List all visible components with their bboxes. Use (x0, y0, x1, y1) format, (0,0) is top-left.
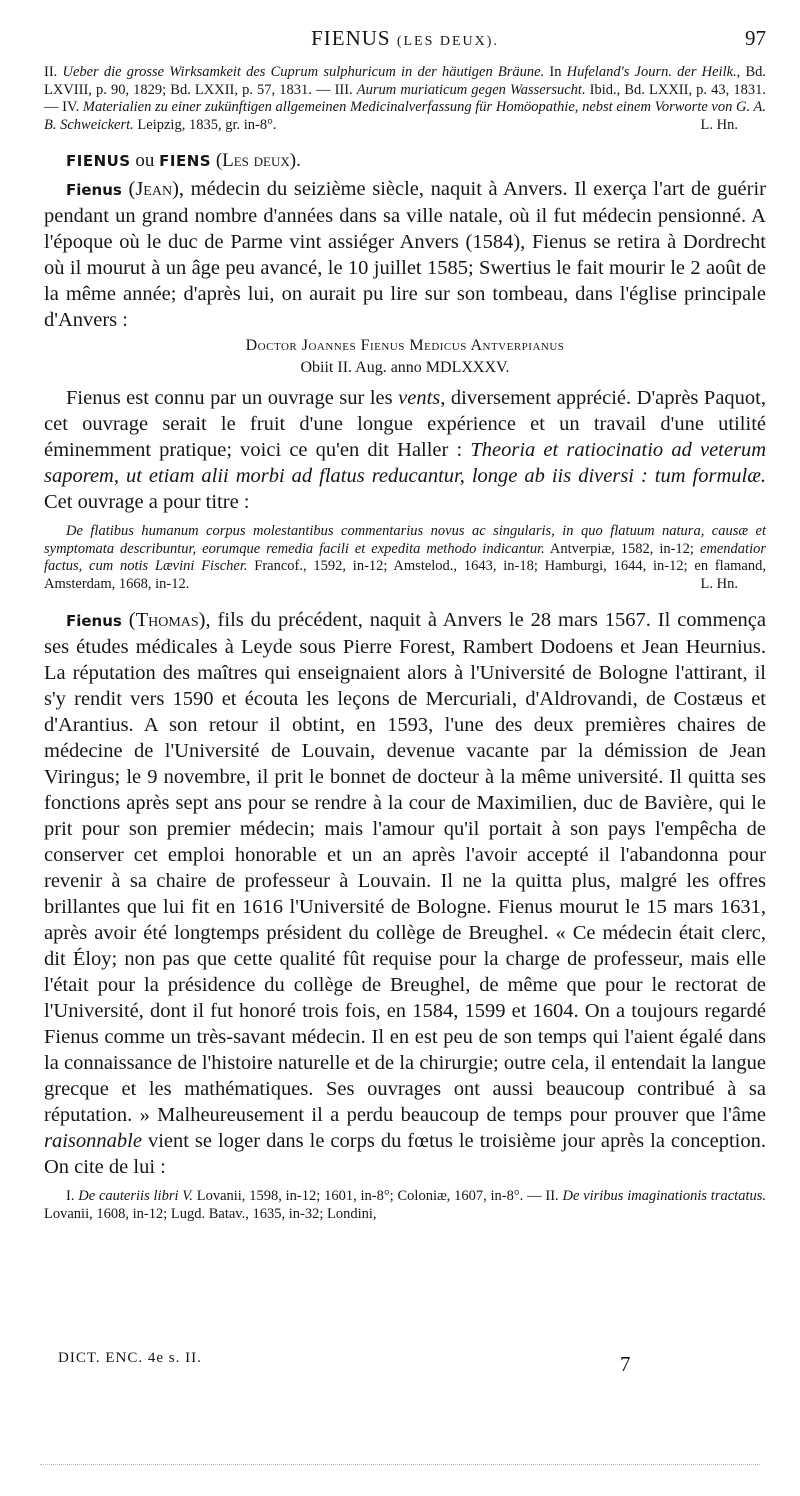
thomas-bib-title: De viribus imaginationis tractatus. (562, 1188, 766, 1204)
heading-name-b: FIENS (159, 152, 212, 170)
intro-text: In (544, 64, 567, 80)
tomb-inscription (44, 335, 766, 379)
thomas-italic: raisonnable (44, 1130, 142, 1152)
page-number: 97 (745, 26, 766, 50)
jean-given: (Jean) (121, 178, 179, 200)
intro-text: Leipzig, 1835, gr. in-8°. (133, 116, 277, 133)
intro-title-italic: Aurum muriaticum gegen Wassersucht. (356, 81, 586, 98)
running-title-main: FIENUS (311, 26, 391, 50)
jean-p2-text: Cet ouvrage a pour titre : (44, 491, 250, 513)
running-title (44, 26, 766, 51)
inscription-line-2: Obiit II. Aug. anno MDLXXXV. (300, 359, 510, 376)
thomas-given: (Thomas) (121, 609, 206, 631)
thomas-bib-text: Lovanii, 1608, in-12; Lugd. Batav., 1635, in-32; Londini, (44, 1205, 377, 1222)
jean-paragraph-2 (44, 385, 766, 515)
jean-bib-title: De flatibus humanum corpus molestantibus commentarius novus ac singularis, in quo flatuum natura, causæ et symptomata describuntur, eorumque remedia facili et expedita methodo indicantur. (44, 523, 766, 557)
thomas-bib-text: I. (66, 1188, 79, 1204)
thomas-text: , fils du précédent, naquit à Anvers le 28 mars 1567. Il commença ses études médicales à Leyde sous Pierre Forest, Rambert Dodoens et Jean Heurnius. La réputation des maîtres qui enseignaient alors à l'Université de Bologne l'attirant, il s'y rendit vers 1590 et écouta les leçons de Mercuriali, d'Aldrovandi, de Costæus et d'Arantius. A son retour il obtint, en 1593, l'une des deux premières chaires de médecine de l'Université de Louvain, devenue vacante par la démission de Jean Viringus; le 9 novembre, il prit le bonnet de docteur à la même université. Il quitta ses fonctions après sept ans pour se rendre à la cour de Maximilien, duc de Bavière, qui le prit pour son premier médecin; mais l'amour qu'il portait à son pays l'empêcha de conserver cet emploi honorable et un an après l'avoir accepté il l'abandonna pour revenir à sa chaire de professeur à Louvain. Il ne la quitta plus, malgré les offres brillantes que lui fit en 1616 l'Université de Bologne. Fienus mourut le 15 mars 1631, après avoir été longtemps président du collège de Breughel. « Ce médecin était clerc, dit Éloy; non pas que cette qualité fût requise pour la charge de professeur, mais elle l'était pour la présidence du collège de Breughel, de même que pour le rectorat de l'Université, dont il fut honoré trois fois, en 1584, 1599 et 1604. On a toujours regardé Fienus comme un très-savant médecin. Il en est peu de son temps qui l'aient égalé dans la connaissance de l'histoire naturelle et de la chirurgie; outre cela, il entendait la langue grecque et les mathématiques. Ses ouvrages ont aussi beaucoup contribué à sa réputation. » Malheureusement il a perdu beaucoup de temps pour prouver que l'âme (44, 609, 766, 1126)
intro-signature: L. Hn. (700, 116, 738, 133)
intro-journal-italic: Hufeland's Journ. der Heilk. (566, 64, 737, 80)
jean-entry (44, 176, 766, 333)
jean-p2-quote-italic: Theoria et ratiocinatio ad veterum saporem, ut etiam alii morbi ad flatus reducantur, longe ab iis diversi : tum formulæ. (44, 439, 766, 487)
running-title-sub: (LES DEUX). (396, 34, 499, 49)
jean-p2-italic: vents (398, 387, 441, 409)
page (44, 26, 766, 1229)
section-heading (66, 150, 766, 172)
jean-p2-text: , diversement apprécié. D'après Paquot, cet ouvrage serait le fruit d'une longue expérience et un travail d'une utilité éminemment pratique; voici ce qu'en dit Haller : (44, 387, 766, 461)
thomas-bib-title: De cauteriis libri V. (78, 1188, 193, 1204)
intro-text: , Bd. LXVIII, p. 90, 1829; Bd. LXXII, p. 57, 1831. — III. (44, 64, 767, 98)
heading-ou: ou (130, 150, 160, 171)
jean-text: , médecin du seizième siècle, naquit à Anvers. Il exerça l'art de guérir pendant un grand nombre d'années dans sa ville natale, où il fut médecin pensionné. A l'époque où le duc de Parme vint assiéger Anvers (1584), Fienus se retira à Dordrecht où il mourut à un âge peu avancé, le 10 juillet 1585; Swertius le fait mourir le 2 août de la même année; d'après lui, on aurait pu lire sur son tombeau, dans l'église principale d'Anvers : (44, 178, 766, 331)
thomas-entry (44, 607, 766, 1180)
jean-p2-text: Fienus est connu par un ouvrage sur les (66, 387, 399, 409)
jean-bibliography (44, 523, 766, 593)
page-footer (58, 1350, 758, 1376)
jean-bib-text: Francof., 1592, in-12; Amstelod., 1643, in-18; Hamburgi, 1644, in-12; en flamand, Amsterdam, 1668, in-12. (44, 558, 766, 592)
intro-text: II. (44, 64, 63, 80)
thomas-bib-text: Lovanii, 1598, in-12; 1601, in-8°; Coloniæ, 1607, in-8°. — II. (192, 1188, 563, 1204)
heading-rest: (Les deux). (211, 150, 301, 171)
bottom-divider (40, 1464, 760, 1465)
inscription-line-1: Doctor Joannes Fienus Medicus Antverpianus (245, 337, 565, 354)
footer-sheet-number: 7 (620, 1352, 631, 1376)
thomas-text-end: vient se loger dans le corps du fœtus le troisième jour après la conception. On cite de lui : (44, 1130, 766, 1178)
footer-signature: DICT. ENC. 4e s. II. (58, 1350, 202, 1366)
intro-bibliography (44, 64, 766, 134)
heading-name-a: FIENUS (66, 152, 131, 170)
intro-title-italic: Ueber die grosse Wirksamkeit des Cuprum sulphuricum in der häutigen Bräune. (62, 64, 545, 80)
jean-signature: L. Hn. (700, 575, 738, 592)
intro-title-italic: Materialien zu einer zukünftigen allgemeinen Medicinalverfassung für Homöopathie, nebst einem Vorworte von G. A. B. Schweickert. (44, 99, 766, 133)
jean-bib-text: Antverpiæ, 1582, in-12; (544, 540, 700, 557)
thomas-bibliography (44, 1188, 766, 1223)
running-head (44, 26, 766, 52)
jean-bib-italic: emendatior factus, cum notis Lævini Fischer. (44, 540, 766, 574)
thomas-name: Fienus (66, 612, 122, 630)
jean-name: Fienus (66, 181, 122, 199)
intro-text: Ibid., Bd. LXXII, p. 43, 1831. — IV. (44, 81, 766, 115)
